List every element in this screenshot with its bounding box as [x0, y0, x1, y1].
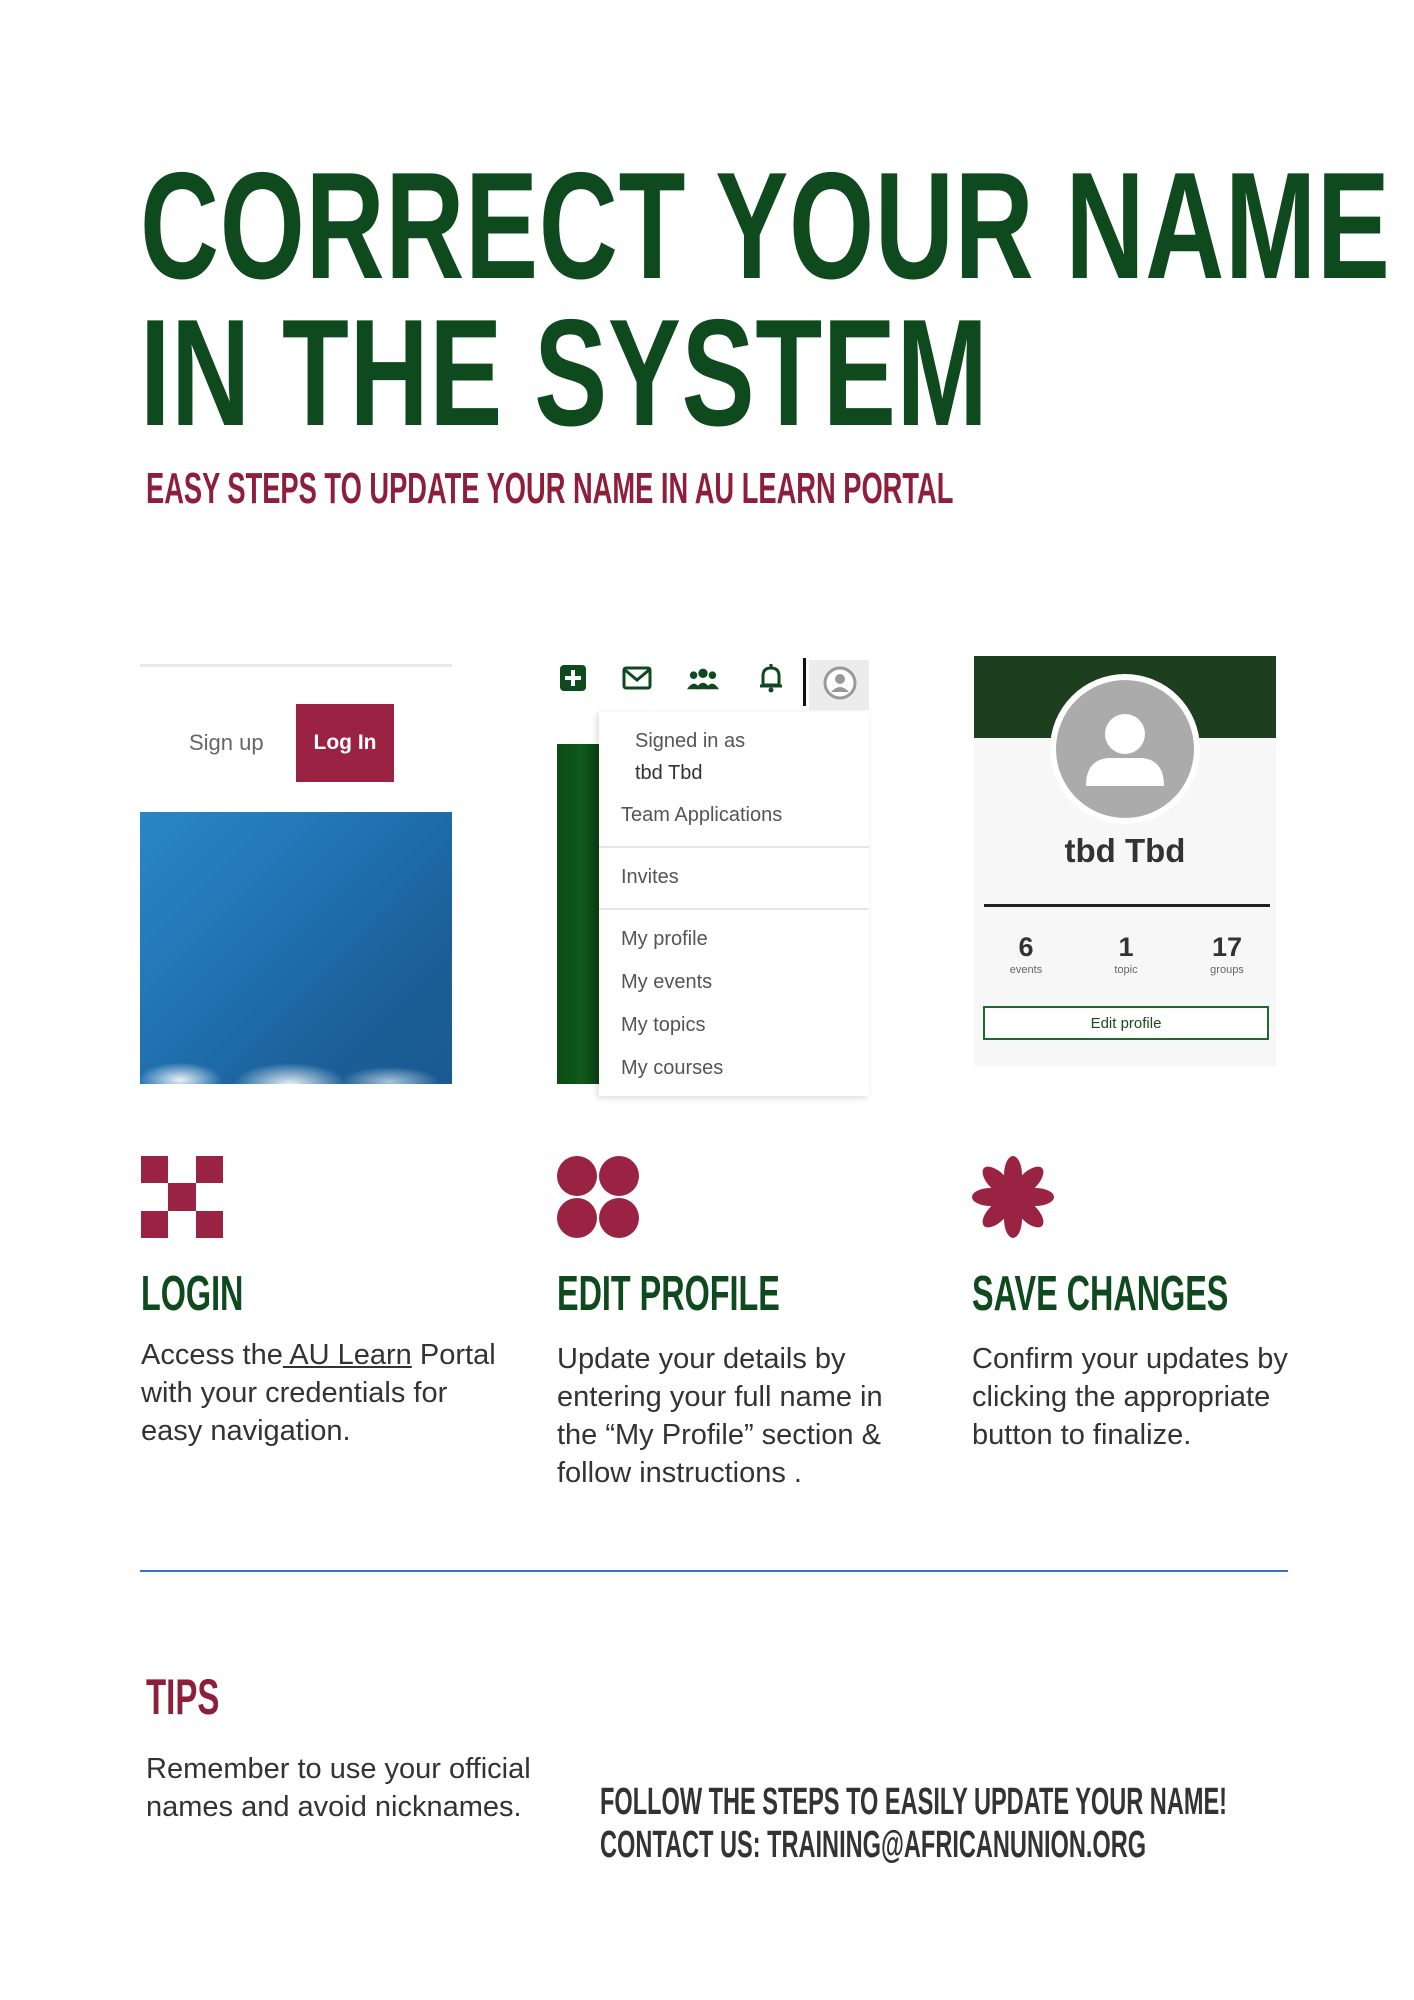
menu-item-my-events[interactable]: My events: [621, 971, 713, 993]
profile-avatar: [1050, 674, 1200, 824]
menu-item-my-profile[interactable]: My profile: [621, 928, 708, 950]
hero-sky-image: [140, 812, 452, 1084]
step-heading-edit-profile: EDIT PROFILE: [557, 1267, 780, 1321]
menu-item-my-topics[interactable]: My topics: [621, 1014, 706, 1036]
profile-name: tbd Tbd: [1064, 832, 1186, 869]
sidebar-green-strip: [557, 744, 599, 1084]
mail-icon[interactable]: [621, 662, 653, 694]
checker-icon: [141, 1156, 223, 1238]
step-heading-login: LOGIN: [141, 1267, 244, 1321]
menu-item-team-applications[interactable]: Team Applications: [621, 804, 783, 826]
footer-contact: CONTACT US: TRAINING@AFRICANUNION.ORG: [600, 1824, 1147, 1866]
menu-separator: [599, 846, 869, 848]
signed-in-user-name: tbd Tbd: [635, 762, 703, 784]
plus-square-icon[interactable]: [557, 662, 589, 694]
menu-divider-line: [803, 658, 806, 706]
log-in-button[interactable]: Log In: [296, 704, 394, 782]
tips-body: Remember to use your official names and avoid nicknames.: [146, 1753, 531, 1823]
au-learn-link[interactable]: AU Learn: [282, 1339, 412, 1371]
step-body-text: Access the: [141, 1339, 283, 1371]
menu-item-my-courses[interactable]: My courses: [621, 1057, 724, 1079]
tips-heading: TIPS: [146, 1669, 220, 1725]
user-avatar-icon: [823, 666, 857, 700]
step-body-edit-profile: Update your details by entering your full name in the “My Profile” section & follow instructions .: [557, 1343, 883, 1489]
step-heading-save-changes: SAVE CHANGES: [972, 1267, 1229, 1321]
menu-separator: [599, 908, 869, 910]
four-circles-icon: [557, 1156, 639, 1238]
page-title-line-1: CORRECT YOUR NAME: [140, 141, 1391, 311]
stat-value: 1: [1118, 932, 1134, 962]
step-body-text: Portal with your credentials for easy navigation.: [141, 1339, 496, 1447]
sign-up-link[interactable]: Sign up: [189, 730, 264, 755]
profile-card-screenshot: [974, 656, 1276, 1066]
stat-value: 6: [1018, 932, 1034, 962]
page-title-line-2: IN THE SYSTEM: [140, 288, 989, 458]
profile-divider: [984, 904, 1270, 907]
stat-label: topic: [1114, 964, 1138, 976]
stat-events[interactable]: [981, 932, 1071, 978]
asterisk-flower-icon: [972, 1156, 1054, 1238]
stat-groups[interactable]: [1182, 932, 1272, 978]
section-divider: [140, 1570, 1288, 1572]
stat-label: groups: [1210, 964, 1244, 976]
menu-item-invites[interactable]: Invites: [621, 866, 679, 888]
user-menu-screenshot: [557, 656, 869, 1096]
group-icon[interactable]: [687, 662, 719, 694]
edit-profile-button[interactable]: Edit profile: [983, 1006, 1269, 1040]
user-dropdown-menu: [599, 712, 869, 1096]
user-silhouette-icon: [1056, 680, 1194, 818]
bell-icon[interactable]: [755, 662, 787, 694]
signed-in-label: Signed in as: [635, 730, 746, 752]
step-body-login: [141, 1336, 511, 1450]
header-divider: [140, 664, 452, 667]
stat-topic[interactable]: [1081, 932, 1171, 978]
user-avatar-button[interactable]: [809, 660, 869, 710]
footer-call-to-action: FOLLOW THE STEPS TO EASILY UPDATE YOUR NAME!: [600, 1781, 1228, 1823]
login-screenshot: [140, 660, 452, 1084]
stat-value: 17: [1211, 932, 1243, 962]
step-body-save-changes: Confirm your updates by clicking the appropriate button to finalize.: [972, 1343, 1288, 1451]
stat-label: events: [1009, 964, 1043, 976]
page-subtitle: EASY STEPS TO UPDATE YOUR NAME IN AU LEARN PORTAL: [146, 464, 954, 513]
